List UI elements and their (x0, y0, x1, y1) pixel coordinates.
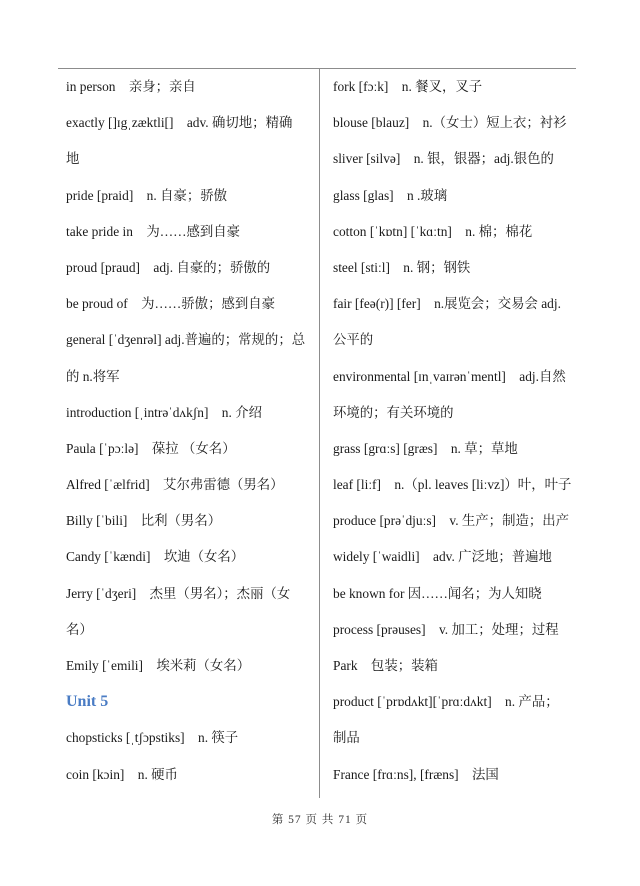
vocab-line (66, 720, 312, 756)
vocab-line (66, 322, 312, 358)
vocab-line (333, 757, 577, 793)
vocab-line (333, 648, 577, 684)
unit-heading-line (66, 684, 312, 720)
vocab-text: Candy [ˈkændi] 坎迪（女名） (66, 549, 245, 565)
vocab-text: coin [kɔin] n. 硬币 (66, 766, 178, 782)
vocab-line (333, 503, 577, 539)
vocab-line (66, 141, 312, 177)
vocab-text: cotton [ˈkɒtn] [ˈkɑːtn] n. 棉；棉花 (333, 223, 533, 239)
vocab-line (333, 105, 577, 141)
vocab-line (333, 395, 577, 431)
vocab-line (333, 322, 577, 358)
vocab-line (333, 720, 577, 756)
vocab-text: Billy [ˈbili] 比利（男名） (66, 513, 222, 529)
vocab-text: proud [praud] adj. 自豪的；骄傲的 (66, 259, 271, 275)
vocab-text: Park 包装；装箱 (333, 658, 438, 673)
vocab-text: widely [ˈwaidli] adv. 广泛地；普遍地 (333, 549, 552, 565)
vocab-text: Emily [ˈemili] 埃米莉（女名） (66, 658, 251, 673)
vocab-line (333, 214, 577, 250)
vocab-line (333, 250, 577, 286)
vocab-text: blouse [blauz] n.（女士）短上衣；衬衫 (333, 115, 567, 131)
vocab-text: pride [praid] n. 自豪；骄傲 (66, 187, 228, 203)
vocab-text: process [prəuses] v. 加工；处理；过程 (333, 621, 559, 637)
unit-heading: Unit 5 (66, 693, 109, 711)
column-divider (319, 68, 320, 798)
vocab-text: produce [prəˈdjuːs] v. 生产；制造；出产 (333, 513, 570, 529)
vocab-line (66, 178, 312, 214)
right-column (333, 69, 577, 793)
vocab-text: general [ˈdʒenrəl] adj.普遍的；常规的；总 (66, 332, 306, 348)
vocab-line (66, 286, 312, 322)
vocab-line (333, 431, 577, 467)
vocab-text: chopsticks [ˌtʃɔpstiks] n. 筷子 (66, 730, 239, 746)
left-column (66, 69, 312, 793)
vocab-line (66, 105, 312, 141)
vocab-text: steel [stiːl] n. 钢；钢铁 (333, 259, 471, 275)
vocab-line (66, 757, 312, 793)
vocab-text: product [ˈprɒdʌkt][ˈprɑːdʌkt] n. 产品； (333, 694, 559, 710)
vocab-text: France [frɑːns], [fræns] 法国 (333, 766, 499, 782)
vocab-line (333, 467, 577, 503)
vocab-line (66, 612, 312, 648)
vocab-text: sliver [silvə] n. 银，银器；adj.银色的 (333, 151, 554, 167)
vocab-line (333, 178, 577, 214)
vocab-text: environmental [ɪnˌvaɪrənˈmentl] adj.自然 (333, 368, 566, 384)
vocab-text: fork [fɔːk] n. 餐叉，叉子 (333, 79, 483, 94)
vocab-line (66, 576, 312, 612)
vocab-text: in person 亲身；亲自 (66, 79, 196, 94)
vocab-text: grass [grɑːs] [græs] n. 草；草地 (333, 440, 518, 456)
vocab-line (66, 214, 312, 250)
vocab-text: leaf [liːf] n.（pl. leaves [liːvz]）叶，叶子 (333, 477, 572, 493)
vocab-text: Alfred [ˈælfrid] 艾尔弗雷德（男名） (66, 477, 284, 493)
vocab-text: 的 n.将军 (66, 368, 120, 384)
vocab-line (66, 69, 312, 105)
vocab-line (333, 359, 577, 395)
vocab-text: 制品 (333, 730, 360, 746)
vocab-text: 公平的 (333, 332, 374, 348)
vocab-text: 环境的；有关环境的 (333, 404, 454, 420)
vocab-line (66, 503, 312, 539)
vocab-text: exactly []ɪgˌzæktli[] adv. 确切地；精确 (66, 115, 293, 131)
vocab-line (333, 69, 577, 105)
vocab-line (333, 576, 577, 612)
page-number-footer: 第 57 页 共 71 页 (271, 814, 369, 826)
vocab-line (333, 684, 577, 720)
vocab-text: introduction [ˌintrəˈdʌkʃn] n. 介绍 (66, 404, 262, 420)
vocab-line (66, 359, 312, 395)
vocab-text: be known for 因……闻名；为人知晓 (333, 585, 542, 601)
vocab-line (333, 141, 577, 177)
vocab-line (66, 431, 312, 467)
vocab-line (333, 539, 577, 575)
vocab-line (66, 395, 312, 431)
vocab-text: glass [glas] n .玻璃 (333, 187, 448, 203)
vocab-line (66, 467, 312, 503)
vocab-line (66, 250, 312, 286)
vocab-text: Paula [ˈpɔːlə] 葆拉 （女名） (66, 440, 236, 456)
vocab-text: Jerry [ˈdʒeri] 杰里（男名）；杰丽（女 (66, 585, 291, 601)
vocab-line (66, 539, 312, 575)
vocab-text: 名） (66, 621, 93, 637)
vocab-line (333, 286, 577, 322)
vocab-text: be proud of 为……骄傲；感到自豪 (66, 296, 276, 312)
vocab-text: fair [feə(r)] [fer] n.展览会；交易会 adj. (333, 296, 561, 312)
vocab-text: take pride in 为……感到自豪 (66, 223, 241, 239)
vocab-line (66, 648, 312, 684)
vocab-line (333, 612, 577, 648)
vocab-text: 地 (66, 151, 80, 167)
